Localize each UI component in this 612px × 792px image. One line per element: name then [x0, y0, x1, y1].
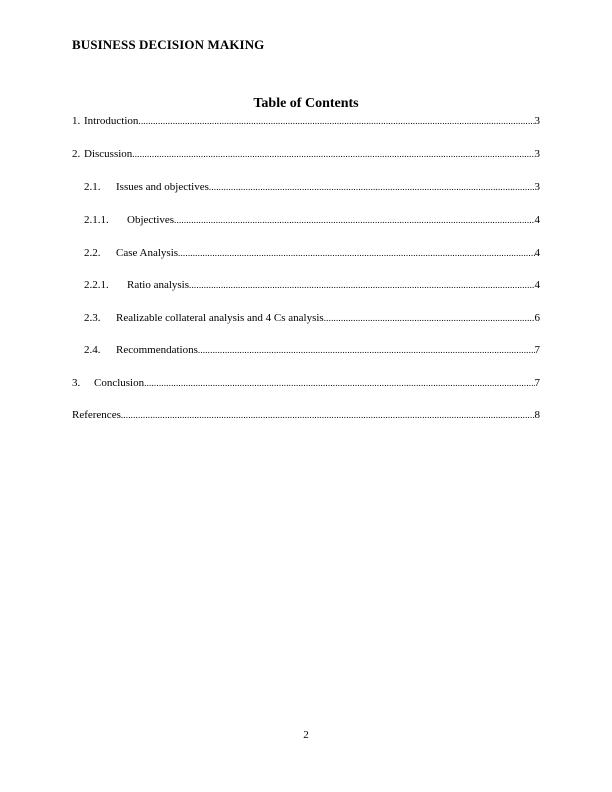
- toc-entry-issues-and-objectives[interactable]: [84, 180, 540, 194]
- toc-dot-leader: [198, 343, 535, 357]
- toc-dot-leader: [209, 180, 535, 194]
- toc-entry-number: 2.1.1.: [84, 214, 109, 226]
- toc-entry-page: 3: [534, 115, 540, 127]
- toc-entry-page: 4: [534, 214, 540, 226]
- toc-entry-number: 1.: [72, 115, 81, 127]
- toc-entry-label: Ratio analysis: [127, 279, 190, 291]
- toc-entry-number: 2.2.: [84, 247, 101, 259]
- toc-entry-label: Objectives: [127, 214, 175, 226]
- toc-entry-number: 3.: [72, 377, 81, 389]
- toc-dot-leader: [324, 311, 535, 325]
- toc-entry-page: 7: [534, 377, 540, 389]
- toc-entry-label: Issues and objectives: [116, 181, 209, 193]
- page-number: 2: [303, 729, 309, 741]
- toc-entry-introduction[interactable]: [72, 114, 540, 128]
- toc-entry-references[interactable]: [72, 408, 540, 422]
- toc-entry-number: 2.4.: [84, 344, 101, 356]
- toc-entry-label: Discussion: [84, 148, 133, 160]
- toc-entry-number: 2.3.: [84, 312, 101, 324]
- toc-entry-page: 3: [534, 148, 540, 160]
- toc-entry-label: Case Analysis: [116, 247, 179, 259]
- toc-entry-label: Conclusion: [94, 377, 145, 389]
- toc-entry-number: 2.2.1.: [84, 279, 109, 291]
- toc-entry-page: 8: [534, 409, 540, 421]
- toc-dot-leader: [189, 278, 534, 292]
- toc-dot-leader: [144, 376, 534, 390]
- toc-entry-ratio-analysis[interactable]: [84, 278, 540, 292]
- toc-dot-leader: [138, 114, 534, 128]
- document-header-title: BUSINESS DECISION MAKING: [72, 37, 265, 52]
- toc-dot-leader: [132, 147, 534, 161]
- toc-entry-objectives[interactable]: [84, 213, 540, 227]
- toc-entry-label: Introduction: [84, 115, 139, 127]
- toc-entry-label: References: [72, 409, 121, 421]
- toc-dot-leader: [121, 408, 535, 422]
- toc-entry-page: 7: [534, 344, 540, 356]
- toc-entry-page: 3: [534, 181, 540, 193]
- toc-entry-number: 2.: [72, 148, 81, 160]
- toc-heading: Table of Contents: [253, 96, 359, 111]
- toc-entry-discussion[interactable]: [72, 147, 540, 161]
- toc-dot-leader: [178, 246, 534, 260]
- toc-entry-recommendations[interactable]: [84, 343, 540, 357]
- toc-entry-page: 4: [534, 279, 540, 291]
- toc-entry-label: Realizable collateral analysis and 4 Cs analysis: [116, 312, 324, 324]
- toc-entry-label: Recommendations: [116, 344, 198, 356]
- toc-entry-collateral-analysis[interactable]: [84, 311, 540, 325]
- toc-dot-leader: [174, 213, 534, 227]
- toc-entry-page: 4: [534, 247, 540, 259]
- toc-entry-case-analysis[interactable]: [84, 246, 540, 260]
- toc-entry-number: 2.1.: [84, 181, 101, 193]
- toc-entry-conclusion[interactable]: [72, 376, 540, 390]
- toc-entry-page: 6: [534, 312, 540, 324]
